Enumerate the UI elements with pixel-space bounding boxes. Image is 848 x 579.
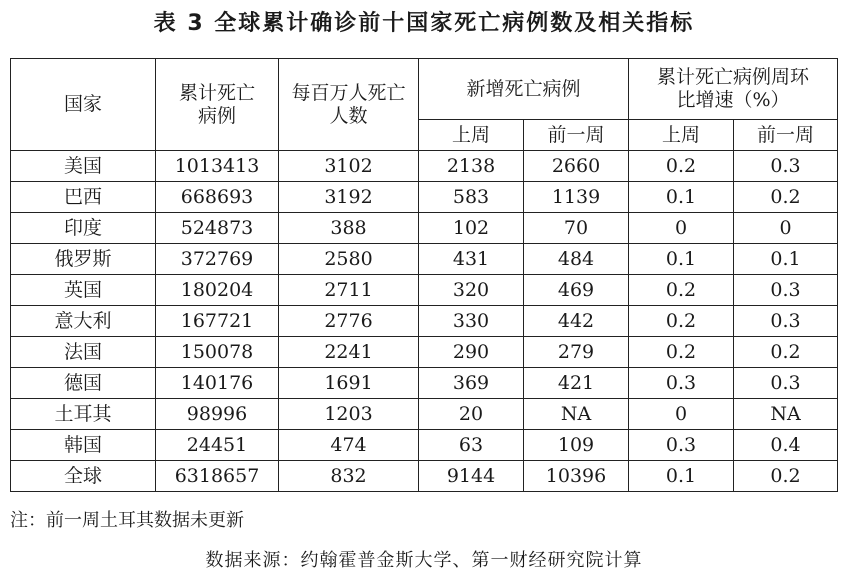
cell-per-million: 2241 (279, 337, 419, 368)
cell-new-prev: 279 (524, 337, 629, 368)
cell-cumulative: 24451 (156, 430, 279, 461)
cell-new-last: 63 (419, 430, 524, 461)
table-row (11, 213, 838, 244)
header-country: 国家 (11, 59, 156, 151)
table-row-total (11, 461, 838, 492)
cell-growth-last: 0 (629, 399, 734, 430)
cell-growth-prev: 0.4 (734, 430, 838, 461)
cell-new-last: 2138 (419, 151, 524, 182)
cell-growth-prev: NA (734, 399, 838, 430)
cell-growth-last: 0.2 (629, 151, 734, 182)
cell-growth-prev: 0.2 (734, 337, 838, 368)
cell-cumulative: 668693 (156, 182, 279, 213)
cell-new-last: 102 (419, 213, 524, 244)
cell-new-last: 369 (419, 368, 524, 399)
cell-country: 英国 (11, 275, 156, 306)
cell-new-last: 583 (419, 182, 524, 213)
cell-new-prev: 421 (524, 368, 629, 399)
table-row (11, 275, 838, 306)
cell-growth-prev: 0.1 (734, 244, 838, 275)
cell-per-million: 2580 (279, 244, 419, 275)
table-row (11, 368, 838, 399)
data-source: 数据来源：约翰霍普金斯大学、第一财经研究院计算 (205, 550, 643, 571)
header-deaths-per-million: 每百万人死亡人数 (279, 59, 419, 151)
cell-growth-last: 0.2 (629, 306, 734, 337)
cell-cumulative: 6318657 (156, 461, 279, 492)
header-cumulative-deaths: 累计死亡病例 (156, 59, 279, 151)
cell-growth-last: 0.2 (629, 275, 734, 306)
cell-growth-prev: 0.2 (734, 182, 838, 213)
cell-country: 俄罗斯 (11, 244, 156, 275)
cell-new-last: 290 (419, 337, 524, 368)
cell-new-prev: 442 (524, 306, 629, 337)
cell-new-last: 20 (419, 399, 524, 430)
cell-new-prev: 484 (524, 244, 629, 275)
cell-new-last: 330 (419, 306, 524, 337)
cell-per-million: 1203 (279, 399, 419, 430)
cell-country: 意大利 (11, 306, 156, 337)
cell-new-prev: 2660 (524, 151, 629, 182)
cell-new-prev: 1139 (524, 182, 629, 213)
cell-per-million: 3102 (279, 151, 419, 182)
cell-cumulative: 167721 (156, 306, 279, 337)
cell-cumulative: 150078 (156, 337, 279, 368)
cell-growth-prev: 0 (734, 213, 838, 244)
cell-growth-last: 0.1 (629, 182, 734, 213)
table-row (11, 306, 838, 337)
cell-growth-last: 0.1 (629, 244, 734, 275)
header-new-deaths: 新增死亡病例 (419, 59, 629, 120)
cell-new-last: 9144 (419, 461, 524, 492)
header-growth-last-week: 上周 (629, 120, 734, 151)
cell-country: 韩国 (11, 430, 156, 461)
cell-new-prev: 109 (524, 430, 629, 461)
cell-cumulative: 180204 (156, 275, 279, 306)
cell-country: 土耳其 (11, 399, 156, 430)
header-new-week-before: 前一周 (524, 120, 629, 151)
header-new-last-week: 上周 (419, 120, 524, 151)
cell-country: 全球 (11, 461, 156, 492)
deaths-table (10, 58, 838, 492)
cell-cumulative: 1013413 (156, 151, 279, 182)
cell-growth-prev: 0.2 (734, 461, 838, 492)
cell-cumulative: 524873 (156, 213, 279, 244)
cell-growth-last: 0.2 (629, 337, 734, 368)
cell-country: 美国 (11, 151, 156, 182)
cell-per-million: 2711 (279, 275, 419, 306)
cell-per-million: 474 (279, 430, 419, 461)
cell-new-prev: 10396 (524, 461, 629, 492)
cell-cumulative: 140176 (156, 368, 279, 399)
cell-new-prev: 469 (524, 275, 629, 306)
table-row (11, 430, 838, 461)
table-row (11, 182, 838, 213)
table-row (11, 399, 838, 430)
cell-cumulative: 98996 (156, 399, 279, 430)
cell-growth-last: 0.3 (629, 430, 734, 461)
cell-country: 法国 (11, 337, 156, 368)
cell-growth-last: 0 (629, 213, 734, 244)
cell-per-million: 1691 (279, 368, 419, 399)
cell-country: 巴西 (11, 182, 156, 213)
cell-new-prev: 70 (524, 213, 629, 244)
cell-growth-prev: 0.3 (734, 151, 838, 182)
table-note: 注：前一周土耳其数据未更新 (10, 510, 244, 531)
cell-growth-prev: 0.3 (734, 306, 838, 337)
table-row (11, 244, 838, 275)
cell-growth-last: 0.1 (629, 461, 734, 492)
cell-growth-prev: 0.3 (734, 368, 838, 399)
cell-per-million: 832 (279, 461, 419, 492)
cell-per-million: 388 (279, 213, 419, 244)
table-row (11, 337, 838, 368)
header-wow-growth: 累计死亡病例周环比增速（%） (629, 59, 838, 120)
cell-new-last: 431 (419, 244, 524, 275)
cell-country: 德国 (11, 368, 156, 399)
header-growth-week-before: 前一周 (734, 120, 838, 151)
table-title: 表 3 全球累计确诊前十国家死亡病例数及相关指标 (153, 11, 695, 36)
cell-country: 印度 (11, 213, 156, 244)
cell-cumulative: 372769 (156, 244, 279, 275)
table-row (11, 151, 838, 182)
cell-new-prev: NA (524, 399, 629, 430)
cell-per-million: 3192 (279, 182, 419, 213)
cell-growth-last: 0.3 (629, 368, 734, 399)
cell-growth-prev: 0.3 (734, 275, 838, 306)
cell-per-million: 2776 (279, 306, 419, 337)
cell-new-last: 320 (419, 275, 524, 306)
